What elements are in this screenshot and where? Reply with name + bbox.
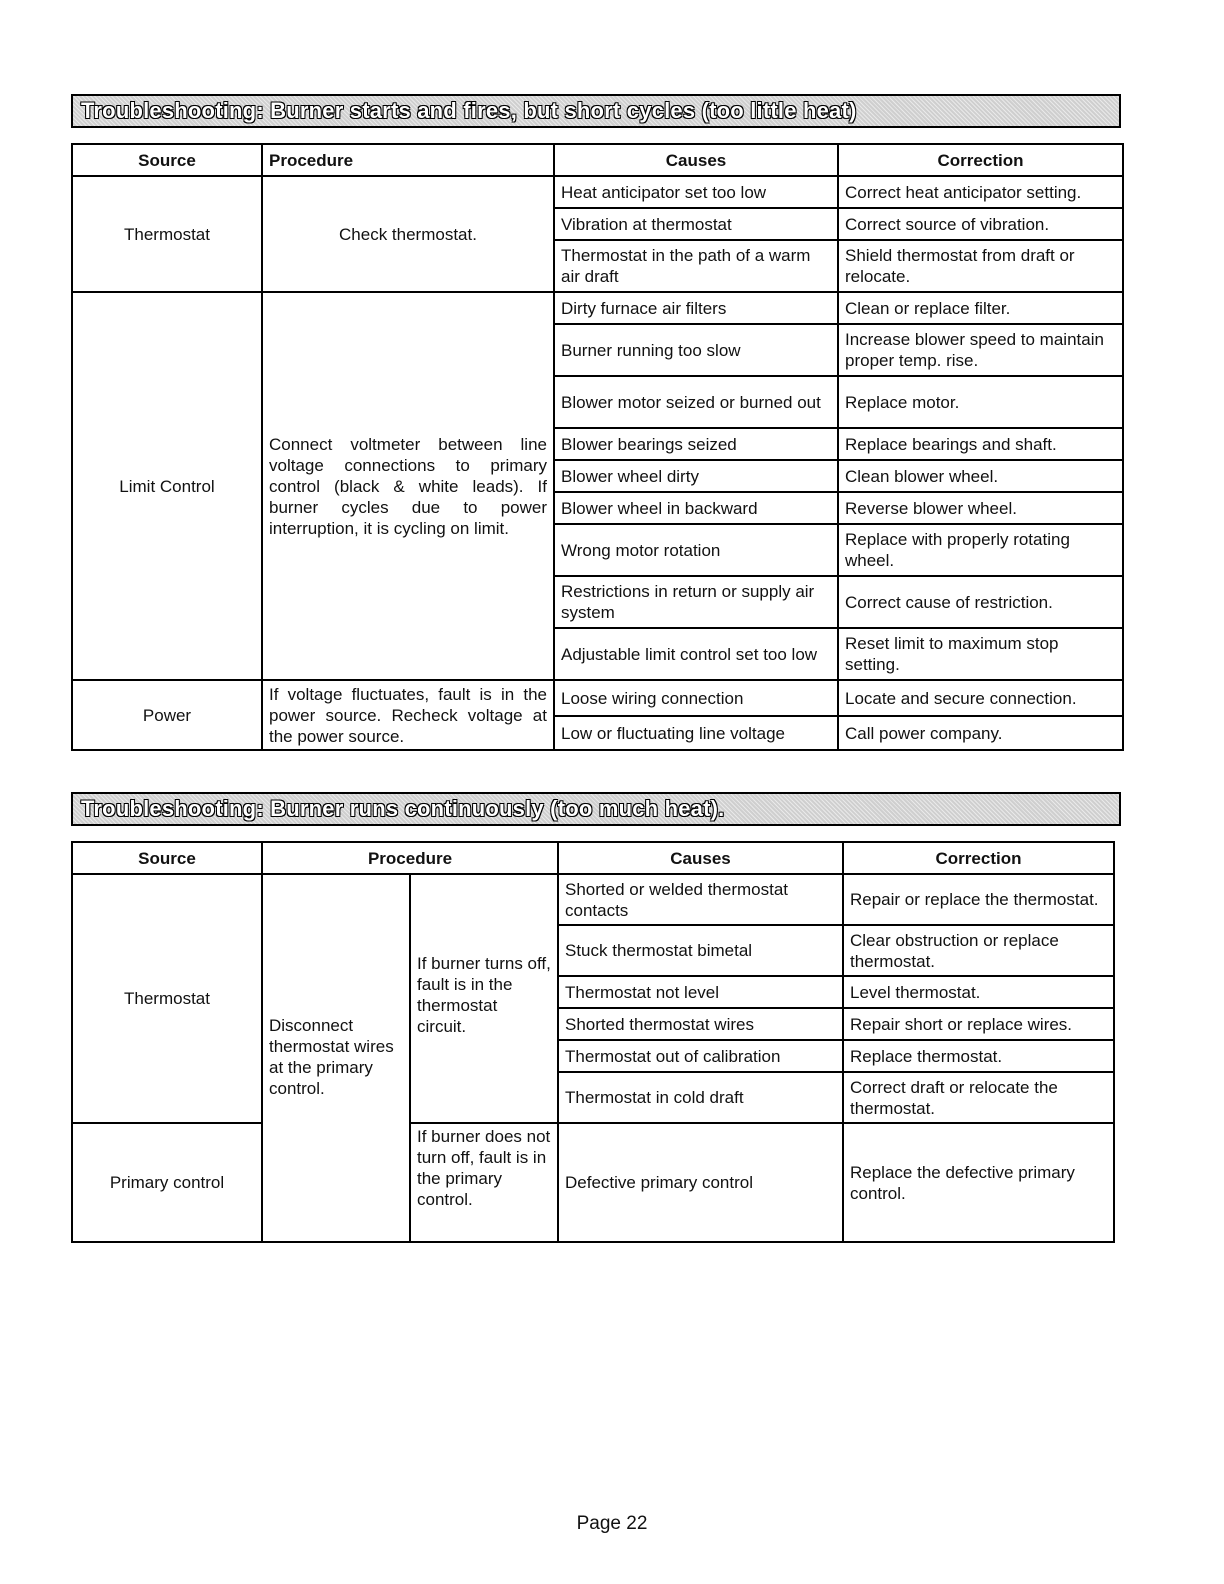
correction-cell: Replace with properly rotating wheel. — [838, 524, 1123, 576]
procedure-thermostat: Check thermostat. — [262, 176, 554, 292]
source-thermostat: Thermostat — [72, 176, 262, 292]
cause-cell: Blower motor seized or burned out — [554, 376, 838, 428]
cause-cell: Burner running too slow — [554, 324, 838, 376]
section2-table — [71, 841, 1115, 1243]
correction-cell: Reverse blower wheel. — [838, 492, 1123, 524]
cause-cell: Thermostat out of calibration — [558, 1040, 843, 1072]
header-correction: Correction — [843, 842, 1114, 874]
procedure-power: If voltage fluctuates, fault is in the power source. Recheck voltage at the power source. — [262, 680, 554, 750]
cause-cell: Defective primary control — [558, 1123, 843, 1242]
correction-cell: Clean blower wheel. — [838, 460, 1123, 492]
correction-cell: Replace the defective primary control. — [843, 1123, 1114, 1242]
correction-cell: Shield thermostat from draft or relocate. — [838, 240, 1123, 292]
correction-cell: Reset limit to maximum stop setting. — [838, 628, 1123, 680]
cause-cell: Wrong motor rotation — [554, 524, 838, 576]
cause-cell: Low or fluctuating line voltage — [554, 716, 838, 750]
cause-cell: Stuck thermostat bimetal — [558, 925, 843, 976]
correction-cell: Increase blower speed to maintain proper temp. rise. — [838, 324, 1123, 376]
cause-cell: Heat anticipator set too low — [554, 176, 838, 208]
header-correction: Correction — [838, 144, 1123, 176]
header-causes: Causes — [558, 842, 843, 874]
header-procedure: Procedure — [262, 144, 554, 176]
procedure-disconnect: Disconnect thermostat wires at the primary control. — [262, 874, 410, 1242]
cause-cell: Dirty furnace air filters — [554, 292, 838, 324]
correction-cell: Repair short or replace wires. — [843, 1008, 1114, 1040]
cause-cell: Adjustable limit control set too low — [554, 628, 838, 680]
header-procedure: Procedure — [262, 842, 558, 874]
correction-cell: Correct draft or relocate the thermostat. — [843, 1072, 1114, 1123]
header-source: Source — [72, 144, 262, 176]
cause-cell: Thermostat not level — [558, 976, 843, 1008]
header-causes: Causes — [554, 144, 838, 176]
correction-cell: Clean or replace filter. — [838, 292, 1123, 324]
cause-cell: Thermostat in cold draft — [558, 1072, 843, 1123]
procedure-limit-control: Connect voltmeter between line voltage connections to primary control (black & white leads). If burner cycles due to power interruption, it is cycling on limit. — [262, 292, 554, 680]
page-number: Page 22 — [576, 1513, 648, 1534]
cause-cell: Shorted thermostat wires — [558, 1008, 843, 1040]
section1-table — [71, 143, 1124, 751]
source-primary-control: Primary control — [72, 1123, 262, 1242]
correction-cell: Call power company. — [838, 716, 1123, 750]
section2-title: Troubleshooting: Burner runs continuously (too much heat). — [71, 792, 1121, 826]
cause-cell: Blower bearings seized — [554, 428, 838, 460]
header-source: Source — [72, 842, 262, 874]
section1-title: Troubleshooting: Burner starts and fires, but short cycles (too little heat) — [71, 94, 1121, 128]
correction-cell: Locate and secure connection. — [838, 680, 1123, 716]
correction-cell: Clear obstruction or replace thermostat. — [843, 925, 1114, 976]
correction-cell: Replace thermostat. — [843, 1040, 1114, 1072]
source-thermostat: Thermostat — [72, 874, 262, 1123]
correction-cell: Repair or replace the thermostat. — [843, 874, 1114, 925]
procedure-primary-control: If burner does not turn off, fault is in the primary control. — [410, 1123, 558, 1242]
correction-cell: Replace bearings and shaft. — [838, 428, 1123, 460]
cause-cell: Thermostat in the path of a warm air draft — [554, 240, 838, 292]
correction-cell: Correct cause of restriction. — [838, 576, 1123, 628]
cause-cell: Vibration at thermostat — [554, 208, 838, 240]
cause-cell: Restrictions in return or supply air system — [554, 576, 838, 628]
cause-cell: Loose wiring connection — [554, 680, 838, 716]
correction-cell: Level thermostat. — [843, 976, 1114, 1008]
cause-cell: Shorted or welded thermostat contacts — [558, 874, 843, 925]
cause-cell: Blower wheel in backward — [554, 492, 838, 524]
correction-cell: Correct heat anticipator setting. — [838, 176, 1123, 208]
correction-cell: Replace motor. — [838, 376, 1123, 428]
correction-cell: Correct source of vibration. — [838, 208, 1123, 240]
cause-cell: Blower wheel dirty — [554, 460, 838, 492]
source-power: Power — [72, 680, 262, 750]
procedure-thermostat-circuit: If burner turns off, fault is in the thermostat circuit. — [410, 874, 558, 1123]
source-limit-control: Limit Control — [72, 292, 262, 680]
